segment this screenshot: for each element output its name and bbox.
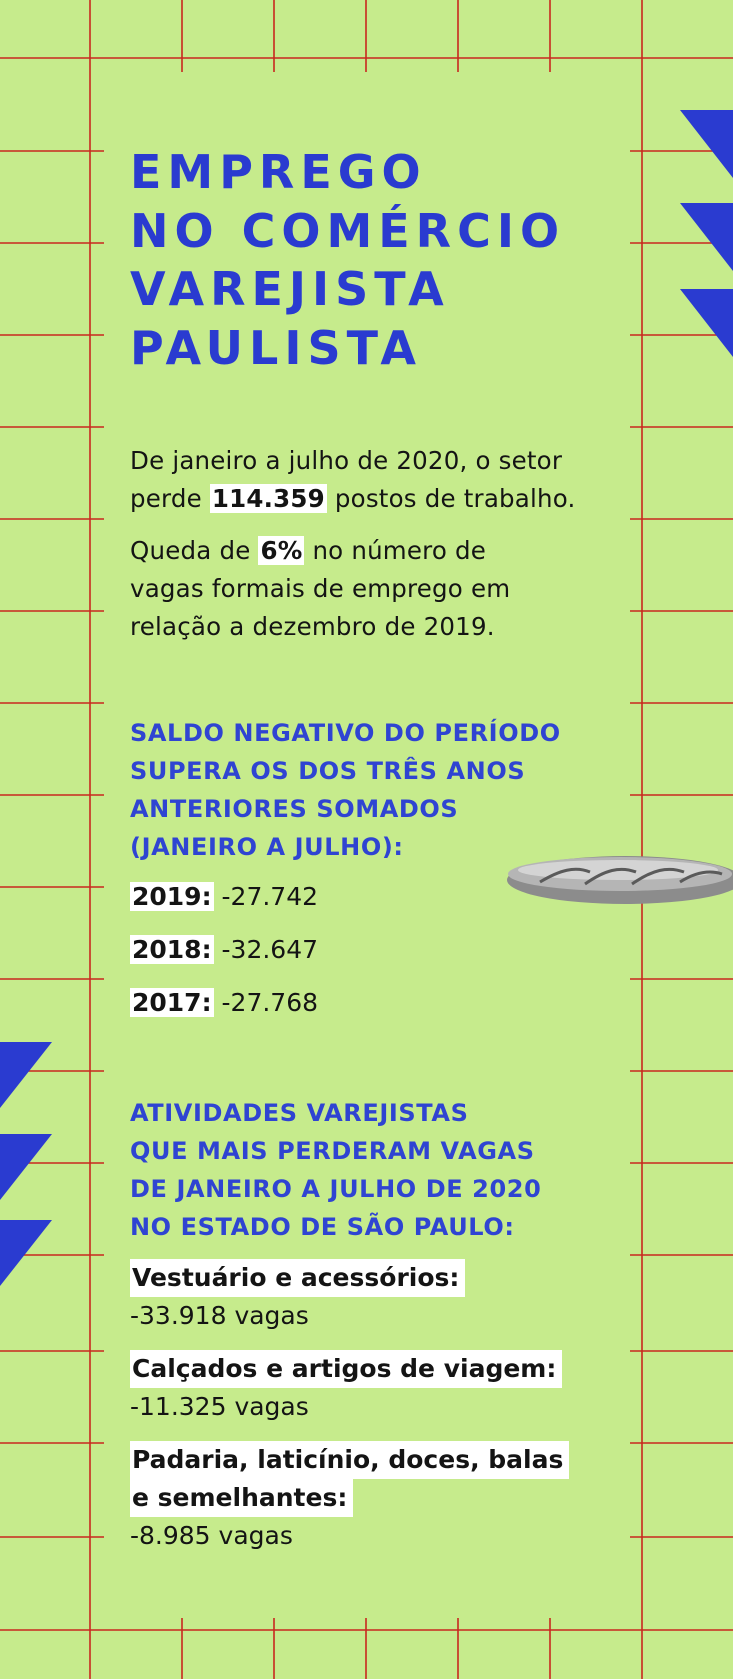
year-value: -32.647 [221,935,319,964]
year-row-2019 [130,882,318,911]
activity-value: -8.985 vagas [130,1521,293,1550]
year-value: -27.742 [221,882,319,911]
intro-paragraph-1: De janeiro a julho de 2020, o setor perde 114.359 postos de trabalho. [130,446,576,513]
title-line: PAULISTA [130,320,422,375]
year-label: 2018: [132,935,212,964]
activity-label: Calçados e artigos de viagem: [130,1350,562,1388]
drop-percent: 6% [260,536,303,565]
blue-triangle-icon [680,110,733,178]
intro-block [130,442,575,646]
saldo-heading: SALDO NEGATIVO DO PERÍODO SUPERA OS DOS TRÊS ANOS ANTERIORES SOMADOS (JANEIRO A JULHO): [130,719,561,861]
blue-triangle-icon [680,289,733,357]
activity-item-padaria [130,1441,569,1555]
blue-triangle-icon [0,1134,52,1200]
blue-triangle-icon [0,1220,52,1286]
page-title [130,143,565,377]
activity-label: Vestuário e acessórios: [130,1259,465,1297]
blue-triangle-icon [0,1042,52,1108]
activity-item-calcados [130,1350,562,1426]
year-row-2018 [130,935,318,964]
activity-label: Padaria, laticínio, doces, balas [130,1441,569,1479]
activity-value: -11.325 vagas [130,1392,309,1421]
activity-value: -33.918 vagas [130,1301,309,1330]
title-line: VAREJISTA [130,262,450,316]
title-line: EMPREGO [130,145,427,199]
year-row-2017 [130,988,318,1017]
blue-triangle-icon [680,203,733,271]
title-line: NO COMÉRCIO [130,203,566,258]
atividades-heading: ATIVIDADES VAREJISTAS QUE MAIS PERDERAM VAGAS DE JANEIRO A JULHO DE 2020 NO ESTADO DE SÃO PAULO: [130,1099,542,1241]
activity-label: e semelhantes: [130,1479,353,1517]
activity-item-vestuario [130,1259,465,1335]
year-label: 2019: [132,882,212,911]
year-label: 2017: [132,988,212,1017]
job-loss-number: 114.359 [211,484,325,513]
year-value: -27.768 [221,988,319,1017]
intro-paragraph-2: Queda de 6% no número de vagas formais de emprego em relação a dezembro de 2019. [130,536,511,641]
